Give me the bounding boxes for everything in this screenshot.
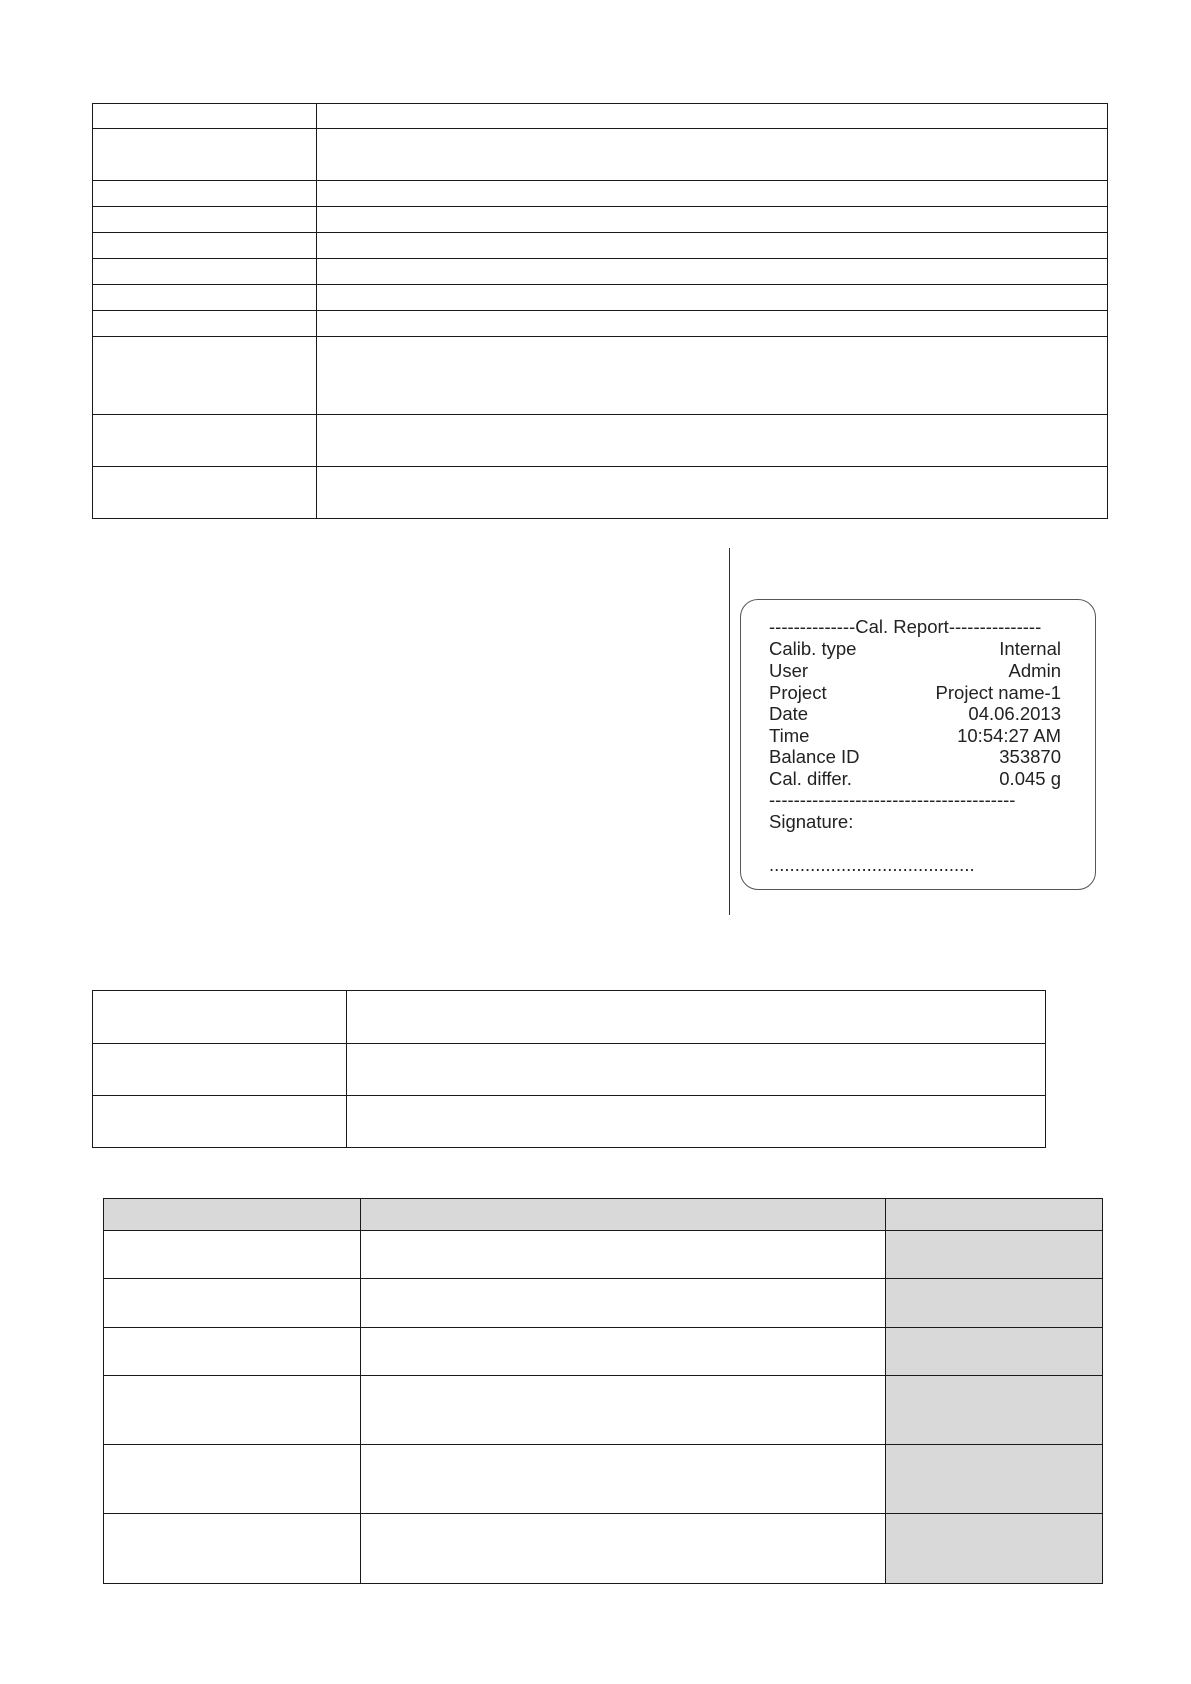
table-cell <box>104 1279 361 1328</box>
table-cell <box>104 1231 361 1279</box>
table-cell <box>93 311 317 337</box>
report-label: Balance ID <box>769 746 860 767</box>
calibration-report-printout <box>740 599 1096 890</box>
table-cell <box>361 1279 886 1328</box>
report-row-cal-differ <box>769 768 1061 790</box>
report-label: Project <box>769 682 827 703</box>
settings-table <box>103 1198 1103 1584</box>
table-cell <box>361 1328 886 1376</box>
table-cell <box>317 337 1108 415</box>
table-cell <box>104 1376 361 1445</box>
table-cell <box>93 337 317 415</box>
report-value: 10:54:27 AM <box>957 725 1061 746</box>
table-cell <box>93 1044 347 1096</box>
table-header-cell <box>104 1199 361 1231</box>
table-cell <box>93 415 317 467</box>
report-value: 04.06.2013 <box>968 703 1061 724</box>
table-cell <box>104 1445 361 1514</box>
table-cell <box>93 233 317 259</box>
report-value: 353870 <box>999 746 1061 767</box>
table-cell <box>317 285 1108 311</box>
report-label: Calib. type <box>769 638 857 659</box>
report-row-time <box>769 725 1061 747</box>
report-row-balance-id <box>769 746 1061 768</box>
report-value: 0.045 g <box>999 768 1061 789</box>
options-table <box>92 990 1046 1148</box>
table-cell <box>886 1514 1103 1584</box>
report-label: User <box>769 660 809 681</box>
table-cell <box>886 1376 1103 1445</box>
table-cell <box>93 467 317 519</box>
table-cell <box>347 991 1046 1044</box>
table-cell <box>886 1279 1103 1328</box>
report-row-calib-type <box>769 638 1061 660</box>
table-cell <box>361 1231 886 1279</box>
table-cell <box>104 1328 361 1376</box>
report-signature-line: ........................................ <box>769 854 975 875</box>
report-header: --------------Cal. Report--------------- <box>769 616 1042 637</box>
table-cell <box>317 259 1108 285</box>
parameter-table <box>92 103 1108 519</box>
report-row-user <box>769 660 1061 682</box>
table-cell <box>317 233 1108 259</box>
table-cell <box>361 1376 886 1445</box>
table-cell <box>93 1096 347 1148</box>
table-cell <box>317 467 1108 519</box>
table-cell <box>93 104 317 129</box>
table-header-cell <box>886 1199 1103 1231</box>
report-value: Project name-1 <box>935 682 1061 703</box>
report-signature-label: Signature: <box>769 811 854 832</box>
table-cell <box>886 1231 1103 1279</box>
report-label: Cal. differ. <box>769 768 852 789</box>
table-cell <box>104 1514 361 1584</box>
table-cell <box>93 181 317 207</box>
table-cell <box>93 259 317 285</box>
table-cell <box>317 129 1108 181</box>
report-row-date <box>769 703 1061 725</box>
report-value: Internal <box>999 638 1061 659</box>
table-cell <box>93 207 317 233</box>
table-cell <box>361 1514 886 1584</box>
table-cell <box>317 311 1108 337</box>
report-row-project <box>769 682 1061 704</box>
table-cell <box>886 1445 1103 1514</box>
table-cell <box>93 129 317 181</box>
table-header-cell <box>361 1199 886 1231</box>
report-label: Time <box>769 725 810 746</box>
table-cell <box>361 1445 886 1514</box>
table-cell <box>317 181 1108 207</box>
table-cell <box>317 415 1108 467</box>
report-separator: ---------------------------------------- <box>769 789 1016 810</box>
table-cell <box>317 104 1108 129</box>
table-cell <box>886 1328 1103 1376</box>
table-cell <box>317 207 1108 233</box>
table-cell <box>93 991 347 1044</box>
table-cell <box>347 1044 1046 1096</box>
table-cell <box>93 285 317 311</box>
column-divider <box>729 548 730 915</box>
report-label: Date <box>769 703 809 724</box>
report-value: Admin <box>1008 660 1061 681</box>
table-cell <box>347 1096 1046 1148</box>
